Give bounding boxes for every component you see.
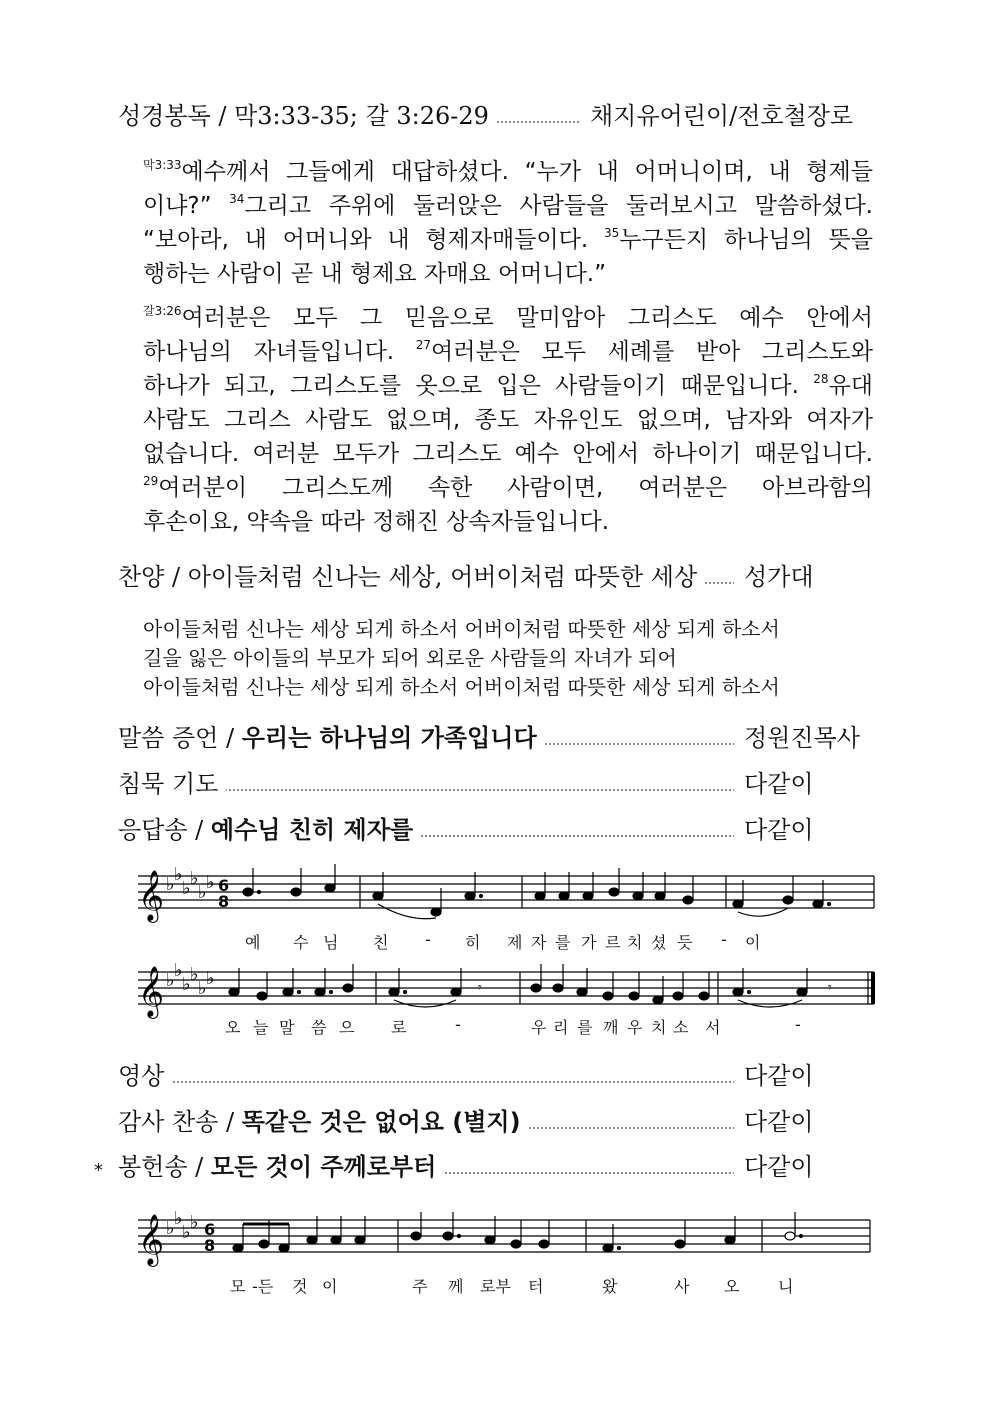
- svg-text:♭: ♭: [174, 960, 183, 981]
- scripture-row: [118, 99, 890, 133]
- lyric-syllable: 니: [778, 1277, 794, 1296]
- lyric-syllable: -: [455, 1015, 461, 1034]
- lyric-syllable: 로부: [480, 1277, 511, 1296]
- time-sig-bottom: 8: [218, 892, 230, 911]
- thanks-label: [118, 1105, 529, 1139]
- svg-text:♭: ♭: [206, 872, 215, 893]
- svg-text:♭: ♭: [174, 864, 183, 885]
- svg-text:♭: ♭: [182, 1222, 191, 1243]
- lyric-syllable: 사: [674, 1277, 690, 1296]
- thanks-row: [118, 1105, 890, 1139]
- lyric-line: 아이들처럼 신나는 세상 되게 하소서 어버이처럼 따뜻한 세상 되게 하소서: [143, 675, 780, 699]
- scripture-mark-passage: [143, 155, 873, 291]
- verse-text: 누구든지 하나님의 뜻을: [619, 227, 873, 253]
- lyric-syllable: 르: [605, 933, 621, 952]
- scripture-reader: 채지유어린이/전호철장로: [580, 99, 890, 133]
- lyric-syllable: 말: [279, 1018, 295, 1037]
- verse-text: 그리고 주위에 둘러앉은 사람들을 둘러보시고 말씀하셨다.: [244, 193, 873, 219]
- lyric-syllable: 제: [507, 933, 523, 952]
- svg-text:♭: ♭: [182, 974, 191, 995]
- praise-performer: 성가대: [734, 560, 890, 594]
- lyric-syllable: 깨: [603, 1018, 619, 1037]
- scripture-line: [143, 335, 873, 369]
- sermon-speaker: 정원진목사: [734, 721, 890, 755]
- lyric-syllable: 님: [323, 933, 339, 952]
- lyric-syllable: 우: [531, 1018, 547, 1037]
- lyric-syllable: 로: [391, 1018, 407, 1037]
- svg-text:♭: ♭: [190, 1212, 199, 1233]
- key-signature-flats: [166, 1208, 199, 1243]
- lyric-syllable: 자: [531, 933, 547, 952]
- lyric-syllable: 치: [627, 933, 643, 952]
- lyric-line: 아이들처럼 신나는 세상 되게 하소서 어버이처럼 따뜻한 세상 되게 하소서: [143, 617, 780, 641]
- lyric-line: 길을 잃은 아이들의 부모가 되어 외로운 사람들의 자녀가 되어: [143, 646, 677, 670]
- lyric-syllable: 이: [322, 1277, 338, 1296]
- lyric-syllable: -든: [252, 1277, 274, 1296]
- scripture-line: [143, 369, 873, 403]
- verse-number: 막3:33: [143, 158, 182, 172]
- verse-text: 하나님의 자녀들입니다.: [143, 339, 416, 365]
- verse-text: 하나가 되고, 그리스도를 옷으로 입은 사람들이기 때문입니다.: [143, 373, 814, 399]
- response-prefix: 응답송 /: [118, 816, 211, 844]
- lyric-syllable: 께: [448, 1277, 464, 1296]
- lyric-syllable: 우: [627, 1018, 643, 1037]
- verse-text: 사람도 그리스 사람도 없으며, 종도 자유인도 없으며, 남자와 여자가: [143, 407, 873, 433]
- lyric-syllable: -: [795, 1015, 801, 1034]
- svg-text:♭: ♭: [198, 978, 207, 999]
- svg-text:♭: ♭: [206, 968, 215, 989]
- verse-text: “보아라, 내 어머니와 내 형제자매들이다.: [143, 227, 604, 253]
- svg-text:♭: ♭: [166, 1218, 175, 1239]
- lyric-syllable: 늘: [253, 1018, 269, 1037]
- time-sig-top: 6: [218, 876, 230, 895]
- video-label: 영상: [118, 1059, 172, 1093]
- response-label: [118, 813, 421, 847]
- sermon-prefix: 말씀 증언 /: [118, 724, 242, 752]
- verse-number: 35: [603, 226, 620, 240]
- treble-clef-icon: 𝄞: [138, 966, 165, 1017]
- offering-score: [138, 1210, 878, 1270]
- treble-clef-icon: 𝄞: [138, 870, 165, 921]
- svg-text:♭: ♭: [166, 874, 175, 895]
- lyric-syllable: 셨: [651, 933, 667, 952]
- notes: [229, 964, 807, 1004]
- verse-text: 후손이요, 약속을 따라 정해진 상속자들입니다.: [143, 509, 610, 535]
- lyric-syllable: 모: [230, 1277, 246, 1296]
- svg-text:♭: ♭: [190, 964, 199, 985]
- lyric-syllable: -: [721, 930, 727, 949]
- offering-title: 모든 것이 주께로부터: [210, 1153, 437, 1181]
- lyric-syllable: 오: [724, 1277, 740, 1296]
- verse-number: 27: [415, 338, 432, 352]
- scripture-line: [143, 403, 873, 437]
- offering-row: [118, 1150, 890, 1184]
- lyric-syllable: 이: [745, 933, 761, 952]
- response-row: [118, 813, 890, 847]
- scripture-line: [143, 223, 873, 257]
- lyric-syllable: 터: [528, 1277, 544, 1296]
- svg-text:♭: ♭: [166, 970, 175, 991]
- verse-text: 여러분은 모두 세례를 받아 그리스도와: [431, 339, 873, 365]
- scripture-galatians-passage: [143, 301, 873, 539]
- praise-row: [118, 560, 890, 594]
- scripture-line: [143, 189, 873, 223]
- eighth-rest-icon: 𝄾: [478, 980, 482, 996]
- verse-text: 예수께서 그들에게 대답하셨다. “누가 내 어머니이며, 내 형제들: [181, 159, 873, 185]
- lyric-syllable: 친: [373, 933, 389, 952]
- lyric-syllable: 를: [577, 1018, 593, 1037]
- notes: [233, 1212, 803, 1252]
- lyric-syllable: 예: [245, 933, 261, 952]
- lyric-syllable: 왔: [602, 1277, 618, 1296]
- scripture-line: [143, 257, 873, 291]
- lyric-syllable: 주: [412, 1277, 428, 1296]
- svg-text:♭: ♭: [174, 1208, 183, 1229]
- thanks-prefix: 감사 찬송 /: [118, 1108, 242, 1136]
- lyric-syllable: 히: [465, 933, 481, 952]
- verse-text: 유대: [828, 373, 873, 399]
- lyric-syllable: 것: [292, 1277, 308, 1296]
- response-title: 예수님 친히 제자를: [210, 816, 414, 844]
- thanks-who: 다같이: [734, 1105, 890, 1139]
- key-signature-flats: [166, 960, 215, 999]
- lyric-syllable: 수: [293, 933, 309, 952]
- lyric-syllable: 를: [555, 933, 571, 952]
- lyric-syllable: 서: [705, 1018, 721, 1037]
- verse-text: 여러분은 모두 그 믿음으로 말미암아 그리스도 예수 안에서: [181, 305, 873, 331]
- eighth-rest-icon: 𝄾: [828, 980, 832, 996]
- offering-who: 다같이: [734, 1150, 890, 1184]
- scripture-label: 성경봉독 / 막3:33-35; 갈 3:26-29: [118, 99, 497, 133]
- silent-prayer-who: 다같이: [734, 767, 890, 801]
- treble-clef-icon: 𝄞: [138, 1214, 165, 1265]
- time-sig-top: 6: [204, 1220, 216, 1239]
- verse-number: 28: [813, 372, 829, 386]
- silent-prayer-label: 침묵 기도: [118, 767, 226, 801]
- praise-lyrics: [143, 615, 858, 702]
- lyric-syllable: -: [425, 930, 431, 949]
- lyric-syllable: 듯: [677, 933, 693, 952]
- lyric-syllable: 씀: [311, 1018, 327, 1037]
- lyric-syllable: 으: [339, 1018, 355, 1037]
- video-row: [118, 1059, 890, 1093]
- offering-label: [118, 1150, 444, 1184]
- svg-text:♭: ♭: [198, 882, 207, 903]
- lyric-syllable: 가: [581, 933, 597, 952]
- time-sig-bottom: 8: [204, 1236, 216, 1255]
- svg-text:♭: ♭: [182, 878, 191, 899]
- verse-number: 34: [229, 192, 245, 206]
- scripture-line: [143, 155, 873, 189]
- verse-text: 없습니다. 여러분 모두가 그리스도 예수 안에서 하나이기 때문입니다.: [143, 441, 873, 467]
- svg-text:♭: ♭: [190, 868, 199, 889]
- key-signature-flats: [166, 864, 215, 903]
- lyric-syllable: 치: [651, 1018, 667, 1037]
- verse-text: 여러분이 그리스도께 속한 사람이면, 여러분은 아브라함의: [158, 475, 873, 501]
- standing-marker: *: [94, 1160, 103, 1181]
- sermon-label: [118, 721, 545, 755]
- verse-text: 행하는 사람이 곧 내 형제요 자매요 어머니다.”: [143, 261, 607, 287]
- lyric-syllable: 오: [225, 1018, 241, 1037]
- lyric-syllable: 리: [553, 1018, 569, 1037]
- scripture-line: [143, 301, 873, 335]
- scripture-line: [143, 471, 873, 505]
- verse-text: 이냐?”: [143, 193, 230, 219]
- response-score-line-1: [138, 866, 878, 926]
- thanks-title: 똑같은 것은 없어요 (별지): [241, 1108, 521, 1136]
- silent-prayer-row: [118, 767, 890, 801]
- response-who: 다같이: [734, 813, 890, 847]
- video-who: 다같이: [734, 1059, 890, 1093]
- verse-number: 29: [143, 474, 159, 488]
- verse-number: 갈3:26: [143, 304, 182, 318]
- sermon-title: 우리는 하나님의 가족입니다: [241, 724, 537, 752]
- scripture-line: [143, 437, 873, 471]
- scripture-line: [143, 505, 873, 539]
- response-score-line-2: [138, 962, 878, 1022]
- lyric-syllable: 소: [673, 1018, 689, 1037]
- praise-label: 찬양 / 아이들처럼 신나는 세상, 어버이처럼 따뜻한 세상: [118, 560, 705, 594]
- sermon-row: [118, 721, 890, 755]
- offering-prefix: 봉헌송 /: [118, 1153, 211, 1181]
